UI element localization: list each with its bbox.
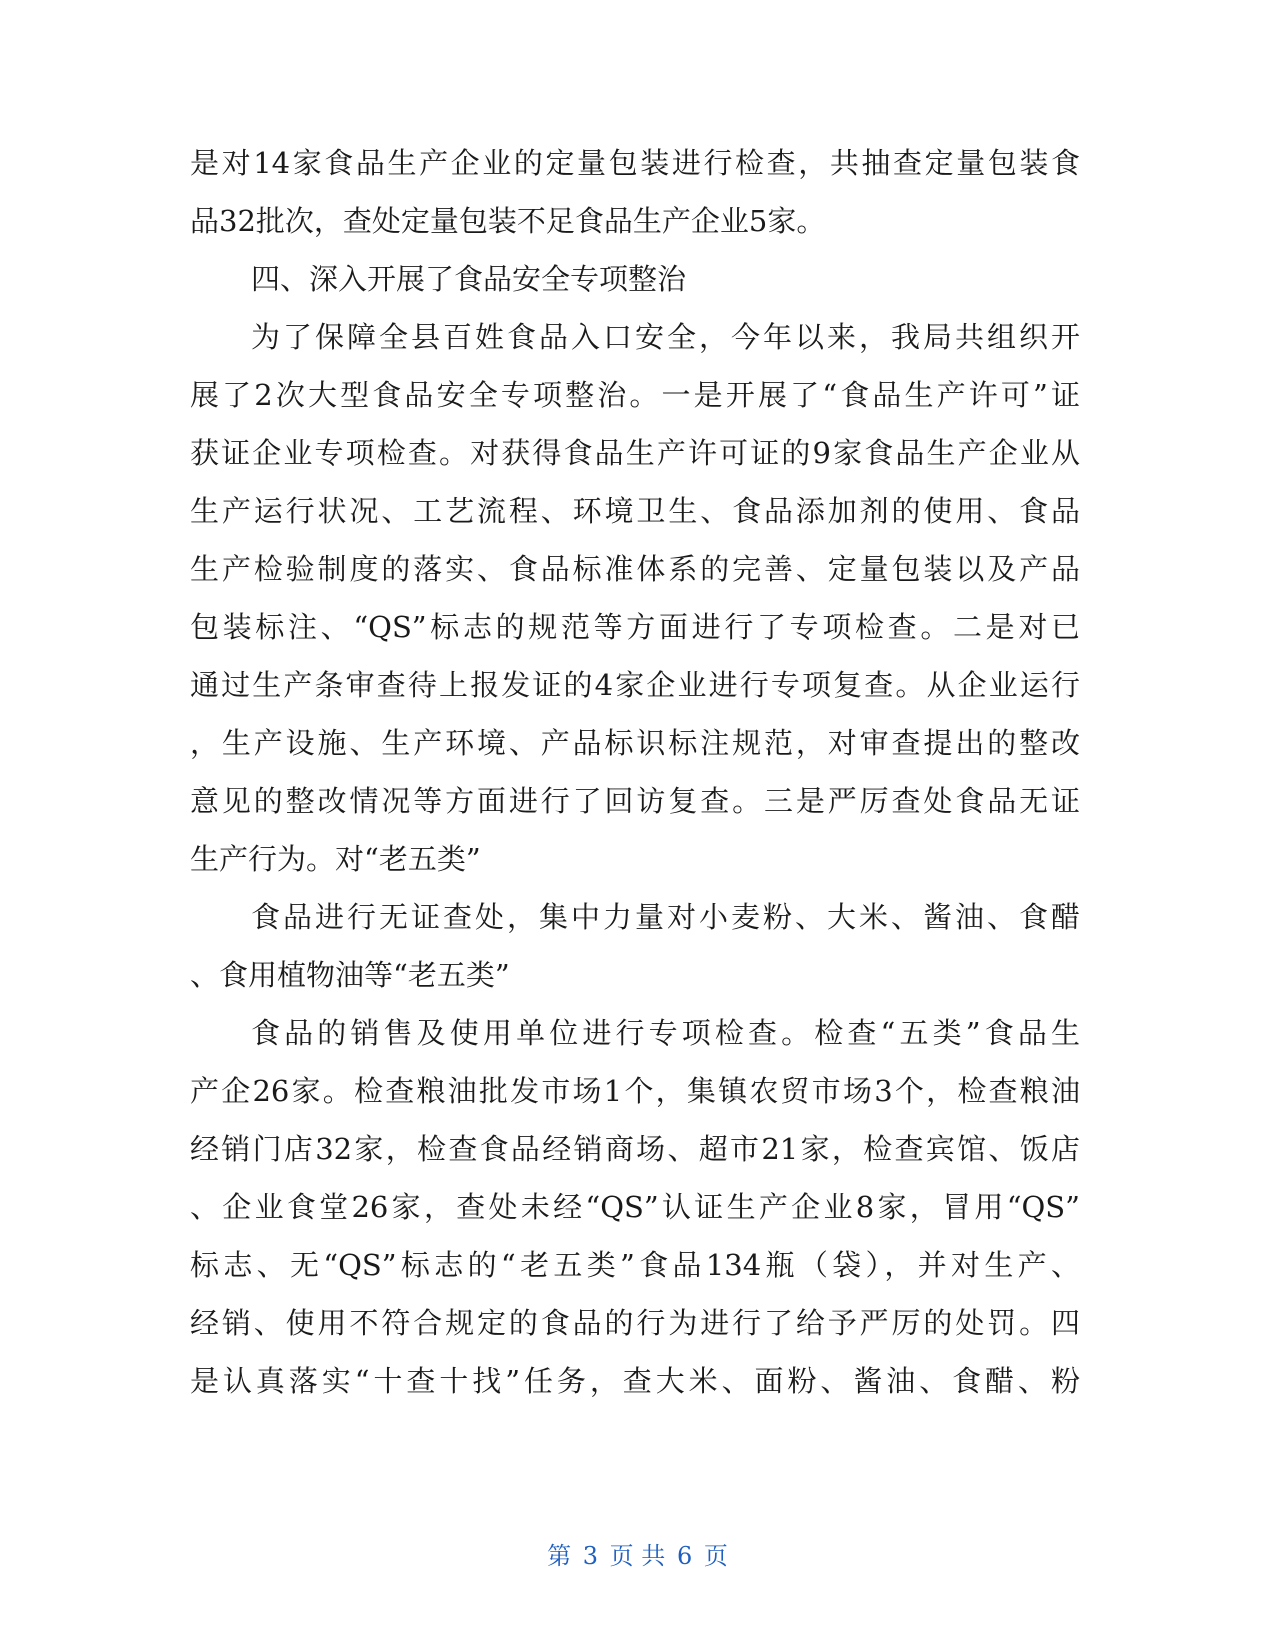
text-line: 是认真落实“十查十找”任务，查大米、面粉、酱油、食醋、粉	[190, 1364, 1080, 1398]
text-line: 包装标注、“QS”标志的规范等方面进行了专项检查。二是对已	[190, 610, 1080, 644]
text-line: 标志、无“QS”标志的“老五类”食品134瓶（袋），并对生产、	[190, 1248, 1080, 1282]
text-line: 、食用植物油等“老五类”	[190, 958, 510, 992]
text-line: 生产检验制度的落实、食品标准体系的完善、定量包装以及产品	[190, 552, 1080, 586]
current-page-number: 3	[582, 1542, 599, 1570]
text-line: 食品的销售及使用单位进行专项检查。检查“五类”食品生	[251, 1016, 1080, 1050]
text-line: 品32批次，查处定量包装不足食品生产企业5家。	[190, 204, 826, 238]
text-line: 获证企业专项检查。对获得食品生产许可证的9家食品生产企业从	[190, 436, 1080, 470]
text-line: 展了2次大型食品安全专项整治。一是开展了“食品生产许可”证	[190, 378, 1080, 412]
text-line: 经销、使用不符合规定的食品的行为进行了给予严厉的处罚。四	[190, 1306, 1080, 1340]
text-line: 食品进行无证查处，集中力量对小麦粉、大米、酱油、食醋	[251, 900, 1080, 934]
text-line: 是对14家食品生产企业的定量包装进行检查，共抽查定量包装食	[190, 146, 1080, 180]
text-line: 生产行为。对“老五类”	[190, 842, 481, 876]
total-pages-number: 6	[676, 1542, 693, 1570]
text-line: 产企26家。检查粮油批发市场1个，集镇农贸市场3个，检查粮油	[190, 1074, 1080, 1108]
text-line: 、企业食堂26家，查处未经“QS”认证生产企业8家，冒用“QS”	[190, 1190, 1080, 1224]
section-heading: 四、深入开展了食品安全专项整治	[251, 262, 687, 296]
text-line: 通过生产条审查待上报发证的4家企业进行专项复查。从企业运行	[190, 668, 1080, 702]
page-label-suffix: 页	[703, 1542, 728, 1570]
text-line: 生产运行状况、工艺流程、环境卫生、食品添加剂的使用、食品	[190, 494, 1080, 528]
text-line: 为了保障全县百姓食品入口安全，今年以来，我局共组织开	[251, 320, 1080, 354]
page-footer	[0, 1538, 1275, 1574]
text-line: 意见的整改情况等方面进行了回访复查。三是严厉查处食品无证	[190, 784, 1080, 818]
page-label-mid: 页 共	[609, 1542, 666, 1570]
page-label-prefix: 第	[547, 1542, 572, 1570]
text-line: 经销门店32家，检查食品经销商场、超市21家，检查宾馆、饭店	[190, 1132, 1080, 1166]
text-line: ，生产设施、生产环境、产品标识标注规范，对审查提出的整改	[190, 726, 1080, 760]
